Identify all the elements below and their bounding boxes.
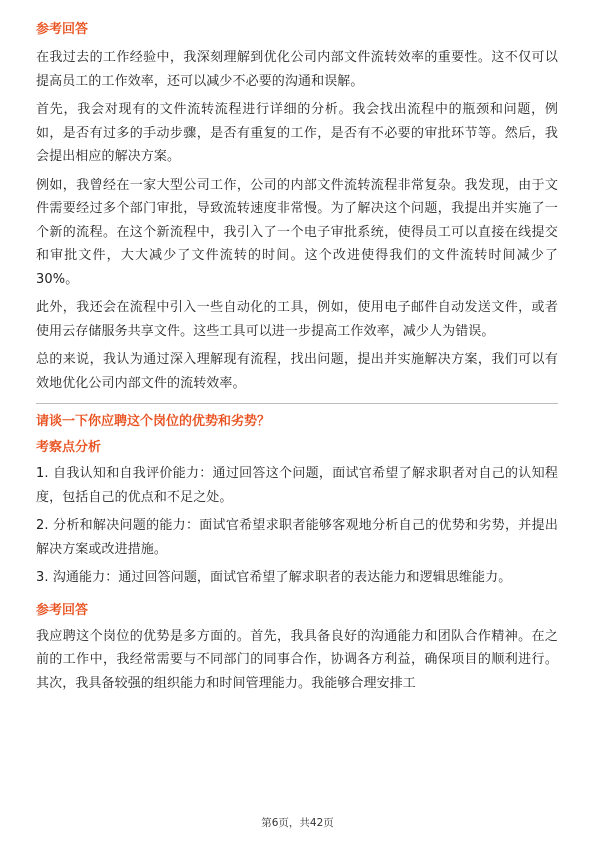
analysis-point: 1. 自我认知和自我评价能力：通过回答这个问题，面试官希望了解求职者对自己的认知程度，包括自己的优点和不足之处。 xyxy=(36,466,558,505)
answer-paragraph: 在我过去的工作经验中，我深刻理解到优化公司内部文件流转效率的重要性。这不仅可以提高员工的工作效率，还可以减少不必要的沟通和误解。 xyxy=(36,50,558,89)
analysis-point: 2. 分析和解决问题的能力：面试官希望求职者能够客观地分析自己的优势和劣势，并提出解决方案或改进措施。 xyxy=(36,518,558,557)
page-content xyxy=(36,20,558,700)
question-title: 请谈一下你应聘这个岗位的优势和劣势？ xyxy=(36,414,271,429)
answer-heading: 参考回答 xyxy=(36,22,89,37)
analysis-heading: 考察点分析 xyxy=(36,440,102,455)
analysis-point: 3. 沟通能力：通过回答问题，面试官希望了解求职者的表达能力和逻辑思维能力。 xyxy=(36,570,512,585)
answer-paragraph: 我应聘这个岗位的优势是多方面的。首先，我具备良好的沟通能力和团队合作精神。在之前的工作中，我经常需要与不同部门的同事合作，协调各方利益，确保项目的顺利进行。其次，我具备较强的组织能力和时间管理能力。我能够合理安排工 xyxy=(36,628,558,691)
answer-paragraph: 总的来说，我认为通过深入理解现有流程，找出问题，提出并实施解决方案，我们可以有效地优化公司内部文件的流转效率。 xyxy=(36,352,558,391)
answer-paragraph: 此外，我还会在流程中引入一些自动化的工具，例如，使用电子邮件自动发送文件，或者使用云存储服务共享文件。这些工具可以进一步提高工作效率，减少人为错误。 xyxy=(36,300,558,339)
page-number: 第6页，共42页 xyxy=(261,817,334,829)
answer-heading: 参考回答 xyxy=(36,602,89,618)
answer-paragraph: 例如，我曾经在一家大型公司工作，公司的内部文件流转流程非常复杂。我发现，由于文件需要经过多个部门审批，导致流转速度非常慢。为了解决这个问题，我提出并实施了一个新的流程。在这个新流程中，我引入了一个电子审批系统，使得员工可以直接在线提交和审批文件，大大减少了文件流转的时间。这个改进使得我们的文件流转时间减少了30%。 xyxy=(36,177,558,287)
section-divider xyxy=(36,403,558,404)
answer-paragraph: 首先，我会对现有的文件流转流程进行详细的分析。我会找出流程中的瓶颈和问题，例如，是否有过多的手动步骤，是否有重复的工作，是否有不必要的审批环节等。然后，我会提出相应的解决方案。 xyxy=(36,102,558,164)
